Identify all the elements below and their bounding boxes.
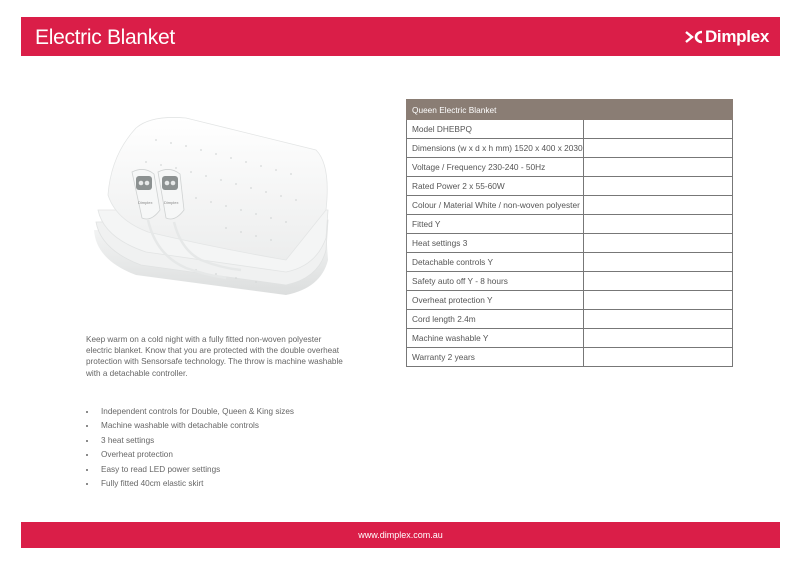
spec-cell: Colour / Material White / non-woven polyester: [407, 196, 584, 215]
spec-cell: Fitted Y: [407, 215, 584, 234]
website-link[interactable]: www.dimplex.com.au: [358, 530, 443, 540]
header-bar: [21, 17, 780, 56]
spec-value-cell: [583, 310, 732, 329]
brand-logo: [684, 27, 769, 47]
table-row: [407, 310, 733, 329]
feature-item: Overheat protection: [86, 448, 294, 462]
feature-item: 3 heat settings: [86, 434, 294, 448]
spec-cell: Machine washable Y: [407, 329, 584, 348]
spec-cell: Model DHEBPQ: [407, 120, 584, 139]
spec-value-cell: [583, 215, 732, 234]
spec-value-cell: [583, 348, 732, 367]
table-row: [407, 234, 733, 253]
spec-table-title: Queen Electric Blanket: [407, 100, 733, 120]
table-row: [407, 215, 733, 234]
product-description: Keep warm on a cold night with a fully fitted non-woven polyester electric blanket. Know that you are protected with the double overheat protection with Sensorsafe technology. The throw is machine washable with a detachable controller.: [86, 335, 343, 378]
feature-item: Fully fitted 40cm elastic skirt: [86, 477, 294, 491]
spec-cell: Rated Power 2 x 55-60W: [407, 177, 584, 196]
spec-cell: Heat settings 3: [407, 234, 584, 253]
spec-value-cell: [583, 139, 732, 158]
logo-text: Dimplex: [704, 27, 769, 46]
page-title: Electric Blanket: [35, 26, 175, 49]
spec-cell: Safety auto off Y - 8 hours: [407, 272, 584, 291]
spec-cell: Voltage / Frequency 230-240 - 50Hz: [407, 158, 584, 177]
spec-cell: Warranty 2 years: [407, 348, 584, 367]
spec-value-cell: [583, 196, 732, 215]
spec-value-cell: [583, 253, 732, 272]
table-row: [407, 177, 733, 196]
spec-value-cell: [583, 272, 732, 291]
table-row: [407, 329, 733, 348]
spec-value-cell: [583, 291, 732, 310]
spec-cell: Cord length 2.4m: [407, 310, 584, 329]
table-row: [407, 139, 733, 158]
table-row: [407, 291, 733, 310]
table-row: [407, 196, 733, 215]
spec-cell: Dimensions (w x d x h mm) 1520 x 400 x 2030: [407, 139, 584, 158]
table-row: [407, 158, 733, 177]
spec-value-cell: [583, 120, 732, 139]
controller-label: Dimplex: [164, 200, 179, 205]
electric-blanket-photo: [76, 110, 336, 305]
spec-cell: Detachable controls Y: [407, 253, 584, 272]
spec-value-cell: [583, 158, 732, 177]
controller-label: Dimplex: [138, 200, 153, 205]
table-row: [407, 348, 733, 367]
spec-cell: Overheat protection Y: [407, 291, 584, 310]
feature-item: Machine washable with detachable controls: [86, 419, 294, 433]
footer-bar: [21, 522, 780, 548]
spec-value-cell: [583, 234, 732, 253]
table-row: [407, 120, 733, 139]
spec-value-cell: [583, 329, 732, 348]
spec-value-cell: [583, 177, 732, 196]
dimplex-logo-icon: [684, 29, 704, 45]
feature-item: Independent controls for Double, Queen & King sizes: [86, 405, 294, 419]
feature-item: Easy to read LED power settings: [86, 463, 294, 477]
spec-table: [406, 99, 733, 367]
table-row: [407, 253, 733, 272]
feature-list: [86, 405, 294, 491]
table-row: [407, 272, 733, 291]
